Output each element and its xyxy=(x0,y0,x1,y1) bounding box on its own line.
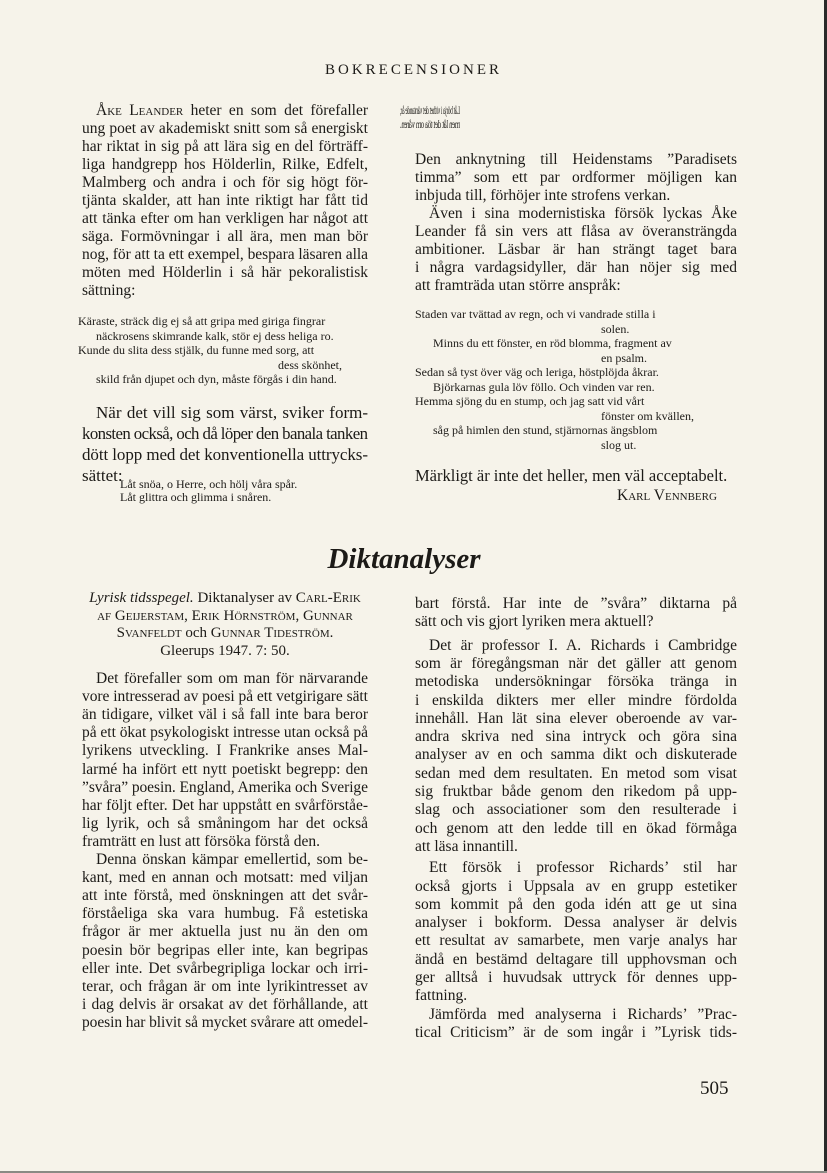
paragraph-line: lig lyrik, och så småningom har det också xyxy=(82,814,368,832)
paragraph-line: ändå en bestämd deltagare till upphovsman och xyxy=(415,950,737,968)
paragraph-line: framträtt en lust att försöka förstå den. xyxy=(82,832,321,850)
poem-stanza-line: Låt snöa, o Herre, och hölj våra spår. xyxy=(120,477,298,491)
paragraph-line: Den anknytning till Heidenstams ”Paradisets xyxy=(415,151,737,168)
book-citation-line: Lyrisk tidsspegel. Diktanalyser av Carl-Erik xyxy=(89,590,361,606)
paragraph-line: i enskilda dikters mer eller mindre fördolda xyxy=(415,691,737,709)
poem-stanza-line: näckrosens skimrande kalk, stör ej dess heliga ro. xyxy=(96,328,334,343)
poem-stanza-line: en psalm. xyxy=(601,350,647,365)
paragraph-line: sig fruktbar både genom den rikedom på upp- xyxy=(415,783,737,800)
paragraph-line: Ett försök i professor Richards’ stil har xyxy=(429,859,737,877)
poem-stanza-line: Björkarnas gula löv föllo. Och vinden var ren. xyxy=(433,379,655,394)
paragraph-line: också gjorts i Uppsala av en grupp estetiker xyxy=(415,877,737,895)
paragraph-line: timma” som ett par ordformer möjligen kan xyxy=(415,169,737,186)
paragraph-line: sättet: xyxy=(82,466,123,485)
paragraph-line: att läsa innantill. xyxy=(415,837,518,855)
paragraph-line: analyser i bokform. Dessa analyser är delvis xyxy=(415,914,737,932)
paragraph-line: och genom att den ledde till en ökad förmåga xyxy=(415,819,737,837)
poem-stanza-line: Låt börja i vithet det väntande år, xyxy=(400,103,460,117)
poem-stanza-line: såg på himlen den stund, stjärnornas ängsblom xyxy=(433,423,658,437)
poem-stanza-line: solen. xyxy=(601,321,630,336)
paragraph-line: Leander få sin vers att flåsa av överansträngda xyxy=(415,223,737,240)
poem-stanza-line: slog ut. xyxy=(601,437,637,452)
book-citation-line: af Geijerstam, Erik Hörnström, Gunnar xyxy=(97,607,353,624)
paragraph-line: bart förstå. Har inte de ”svåra” diktarna på xyxy=(415,595,737,612)
intro-paragraph-line: tjänta skalder, att han inte riktigt har fått tid xyxy=(82,192,368,209)
page-number: 505 xyxy=(700,1078,729,1099)
paragraph-line: som kommit på den goda idén att ge ut sina xyxy=(415,895,737,913)
paragraph-line: att inte förstå, med önskningen att det svår- xyxy=(82,887,368,905)
paragraph-line: frågor är mer aktuella just nu än den om xyxy=(82,923,368,941)
review-conclusion: Märkligt är inte det heller, men väl acceptabelt. xyxy=(415,466,728,485)
paragraph-line: eller inte. Det svårbegripliga lockar och irri- xyxy=(82,959,368,977)
paragraph-line: larmé ha infört ett nytt poetiskt begrepp: den xyxy=(82,760,368,778)
intro-paragraph-line: möten med Hölderlin i så här pekoralistisk xyxy=(82,264,368,281)
book-citation-line: Gleerups 1947. 7: 50. xyxy=(160,642,290,659)
paragraph-line: ”svåra” poesin. England, Amerika och Sverige xyxy=(82,778,368,796)
paragraph-line: Jämförda med analyserna i Richards’ ”Prac- xyxy=(429,1005,737,1023)
paragraph-line: fattning. xyxy=(415,987,468,1005)
paragraph-line: på ett ökat psykologiskt intresse utan också på xyxy=(82,724,368,742)
poem-stanza-line: skild från djupet och dyn, måste förgås i din hand. xyxy=(96,372,337,386)
paragraph-line: innehåll. Han lät sina elever oberoende av var- xyxy=(415,709,737,727)
intro-paragraph-line: har riktat in sig på att lära sig en del förträff- xyxy=(82,138,368,155)
paragraph-line: metodiska undersökningar försöka tränga in xyxy=(415,673,737,691)
poem-stanza-line: Käraste, sträck dig ej så att gripa med giriga fingrar xyxy=(78,314,326,328)
paragraph-line: Även i sina modernistiska försök lyckas Åke xyxy=(429,205,737,222)
paragraph-line: poesin har blivit så mycket svårare att omedel- xyxy=(82,1013,368,1031)
poem-stanza-line: fönster om kvällen, xyxy=(601,408,694,423)
poem-stanza-line: Kunde du slita dess stjälk, du funne med sorg, att xyxy=(78,343,315,357)
paragraph-line: lyrikens utveckling. I Frankrike anses Mal- xyxy=(82,742,368,760)
paragraph-line: inbjuda till, förhöjer inte strofens verkan. xyxy=(415,187,671,204)
intro-paragraph-line: Åke Leander heter en som det förefaller xyxy=(96,102,369,119)
paragraph-line: tical Criticism” är de som ingår i ”Lyrisk tids- xyxy=(415,1023,737,1041)
paragraph-line: än tidigare, vilket väl i så fall inte bara beror xyxy=(82,706,368,724)
paragraph-line: dött lopp med det konventionella uttrycks- xyxy=(82,445,368,464)
paragraph-line: analyser av en och samma dikt och diskuterade xyxy=(415,746,737,764)
intro-paragraph-line: säga. Formövningar i all ära, men man bör xyxy=(82,228,368,245)
paragraph-line: vore intresserad av poesi på ett vetgirigare sätt xyxy=(82,688,368,706)
paragraph-line: som är föregångsman när det gäller att genom xyxy=(415,654,737,672)
paragraph-line: Det är professor I. A. Richards i Cambridge xyxy=(429,636,737,654)
paragraph-line: i några vardagsidyller, där han nöjer sig med xyxy=(415,259,737,276)
paragraph-line: Det förefaller som om man för närvarande xyxy=(96,670,368,687)
paragraph-line: När det vill sig som värst, sviker form- xyxy=(96,403,368,422)
paragraph-line: förståeliga ska vara humbug. Få estetiska xyxy=(82,905,368,923)
intro-paragraph-line: ung poet av akademiskt snitt som så energiskt xyxy=(82,120,368,137)
poem-stanza-line: Staden var tvättad av regn, och vi vandrade stilla i xyxy=(415,307,656,321)
paragraph-line: ger alltså i huvudsak uttryck för dennes upp- xyxy=(415,969,737,986)
paragraph-line: andra skriva ned sina intryck och göra sina xyxy=(415,728,737,746)
paragraph-line: ambitioner. Läsbar är han strängt taget bara xyxy=(415,241,737,258)
paragraph-line: poesin bör begripas eller inte, kan begripas xyxy=(82,941,368,959)
intro-paragraph-line: liga handgrepp hos Hölderlin, Rilke, Edfelt, xyxy=(82,156,368,173)
paragraph-line: kant, med en annan och motsatt: med viljan xyxy=(82,869,368,887)
paragraph-line: har följt efter. Det har uppstått en svårförståe- xyxy=(82,796,368,814)
paragraph-line: ett resultat av samarbete, men varje analys har xyxy=(415,932,737,950)
book-citation-line: Svanfeldt och Gunnar Tideström. xyxy=(116,625,334,641)
intro-paragraph-line: nog, för att ta ett exempel, bespara läsaren alla xyxy=(82,246,368,263)
running-header: BOKRECENSIONER xyxy=(324,62,502,78)
paragraph-line: terar, och frågan är om inte lyrikintresset av xyxy=(82,977,368,995)
intro-paragraph-line: sättning: xyxy=(82,282,136,299)
poem-stanza-line: Sedan så tyst över väg och leriga, höstplöjda åkrar. xyxy=(415,365,659,379)
paragraph-line: sätt och vis gjort lyriken mera aktuell? xyxy=(415,613,654,631)
paragraph-line: att framträda utan större anspråk: xyxy=(415,277,621,294)
poem-stanza-line: Hemma sjöng du en stump, och jag satt vid vårt xyxy=(415,394,645,408)
paragraph-line: konsten också, och då löper den banala tanken xyxy=(82,424,368,443)
section-title: Diktanalyser xyxy=(327,543,481,575)
poem-stanza-line: Minns du ett fönster, en röd blomma, fragment av xyxy=(433,336,672,350)
review-signature: Karl Vennberg xyxy=(617,487,717,504)
paragraph-line: i dag delvis är orsakat av det förhållande, att xyxy=(82,995,368,1013)
intro-paragraph-line: att tänka efter om han verkligen har något att xyxy=(82,210,368,227)
intro-paragraph-line: Malmberg och andra i och för sig högt för- xyxy=(82,174,368,191)
poem-stanza-line: dess skönhet, xyxy=(278,357,342,372)
paragraph-line: slag och associationer som den resulterade i xyxy=(415,801,737,819)
paragraph-line: Denna önskan kämpar emellertid, som be- xyxy=(96,851,368,868)
paragraph-line: sedan med dem resultaten. En metod som visat xyxy=(415,764,737,782)
poem-stanza-line: men låt det töa om våren. xyxy=(400,117,460,131)
poem-stanza-line: Låt glittra och glimma i snåren. xyxy=(120,490,272,504)
